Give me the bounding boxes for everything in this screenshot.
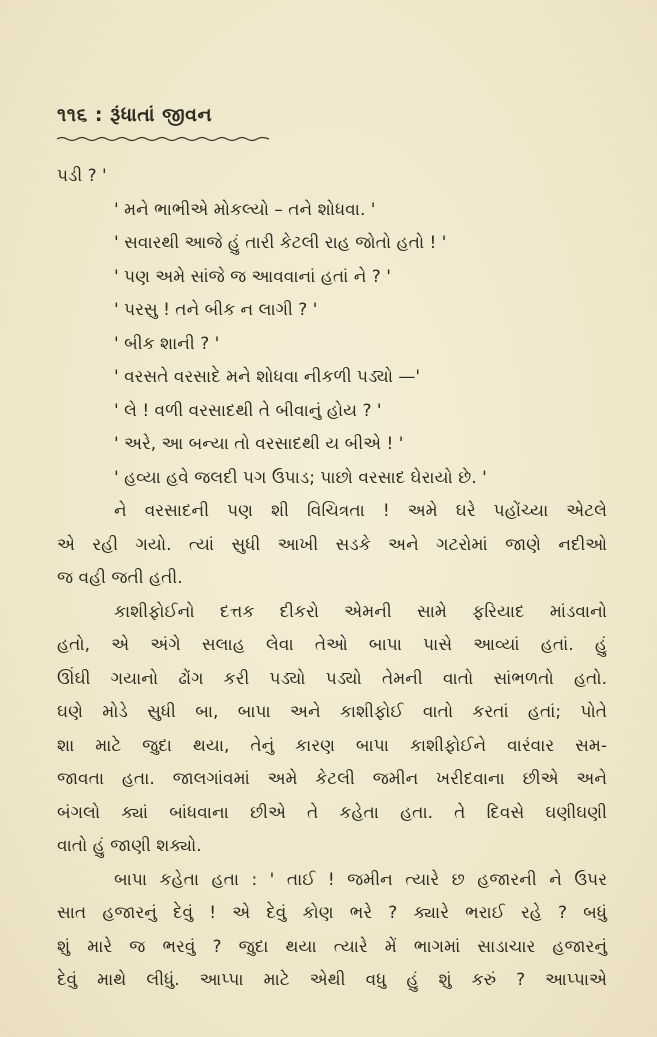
paragraph-line: શા માટે જુદા થયા, તેનું કારણ બાપા કાશીફોઈને વારંવાર સમ- bbox=[57, 735, 607, 756]
dialogue-line: ' લે ! વળી વરસાદથી તે બીવાનું હોય ? ' bbox=[114, 400, 382, 421]
dialogue-line: ' પણ અમે સાંજે જ આવવાનાં હતાં ને ? ' bbox=[114, 266, 391, 287]
paragraph-line: જાવતા હતા. જાલગાંવમાં અમે કેટલી જમીન ખરીદવાના છીએ અને bbox=[57, 769, 607, 789]
dialogue-line: ' સવારથી આજે હું તારી કેટલી રાહ જોતો હતો ! ' bbox=[114, 233, 447, 253]
dialogue-line: ' મને ભાભીએ મોકલ્યો – તને શોધવા. ' bbox=[114, 199, 376, 220]
paragraph-line: બંગલો ક્યાં બાંધવાના છીએ તે કહેતા હતા. તે દિવસે ઘણીઘણી bbox=[57, 802, 607, 823]
opening-line: પડી ? ' bbox=[57, 166, 107, 186]
paragraph bbox=[57, 495, 607, 596]
page-body bbox=[57, 160, 607, 998]
paragraph-line: કાશીફોઈનો દત્તક દીકરો એમની સામે ફરિયાદ માંડવાનો bbox=[114, 601, 607, 622]
dialogue-line: ' હવ્યા હવે જલદી પગ ઉપાડ; પાછો વરસાદ ઘેરાયો છે. ' bbox=[114, 467, 487, 488]
running-header: ૧૧૬ : રૂંધાતાં જીવન bbox=[57, 104, 213, 126]
paragraph-line: ઊંઘી ગયાનો ઢોંગ કરી પડ્યો પડ્યો તેમની વાતો સાંભળતો હતો. bbox=[57, 668, 607, 689]
paragraph-line: ઘણે મોડે સુધી બા, બાપા અને કાશીફોઈ વાતો કરતાં હતાં; પોતે bbox=[57, 702, 607, 722]
paragraph-line: સાત હજારનું દેવું ! એ દેવું કોણ ભરે ? ક્યારે ભરાઈ રહે ? બધું bbox=[57, 903, 607, 923]
paragraph bbox=[57, 864, 607, 998]
paragraph-line: બાપા કહેતા હતા : ' તાઈ ! જમીન ત્યારે છ હજારની ને ઉપર bbox=[114, 869, 607, 890]
paragraph bbox=[57, 596, 607, 864]
header-wavy-rule bbox=[57, 136, 269, 142]
paragraph-line: જ વહી જતી હતી. bbox=[57, 568, 183, 588]
dialogue-line: ' વરસતે વરસાદે મને શોધવા નીકળી પડ્યો —' bbox=[114, 367, 421, 387]
dialogue-line: ' બીક શાની ? ' bbox=[114, 333, 220, 354]
paragraph-line: હતો, એ અંગે સલાહ લેવા તેઓ બાપા પાસે આવ્યાં હતાં. હું bbox=[57, 635, 607, 655]
paragraph-line: એ રહી ગયો. ત્યાં સુધી આખી સડકે અને ગટરોમાં જાણે નદીઓ bbox=[57, 534, 607, 555]
paragraph-line: ને વરસાદની પણ શી વિચિત્રતા ! અમે ઘરે પહોંચ્યા એટલે bbox=[114, 501, 607, 521]
paragraph-line: શું મારે જ ભરવું ? જુદા થયા ત્યારે મેં ભાગમાં સાડાચાર હજારનું bbox=[57, 936, 607, 957]
dialogue-line: ' અરે, આ બન્યા તો વરસાદથી ય બીએ ! ' bbox=[114, 434, 404, 454]
dialogue-line: ' પરસુ ! તને બીક ન લાગી ? ' bbox=[114, 300, 318, 320]
paragraph-line: વાતો હું જાણી શક્યો. bbox=[57, 836, 202, 856]
paragraph-line: દેવું માથે લીધું. આપ્પા માટે એથી વધુ હું શું કરું ? આપ્પાએ bbox=[57, 970, 607, 990]
